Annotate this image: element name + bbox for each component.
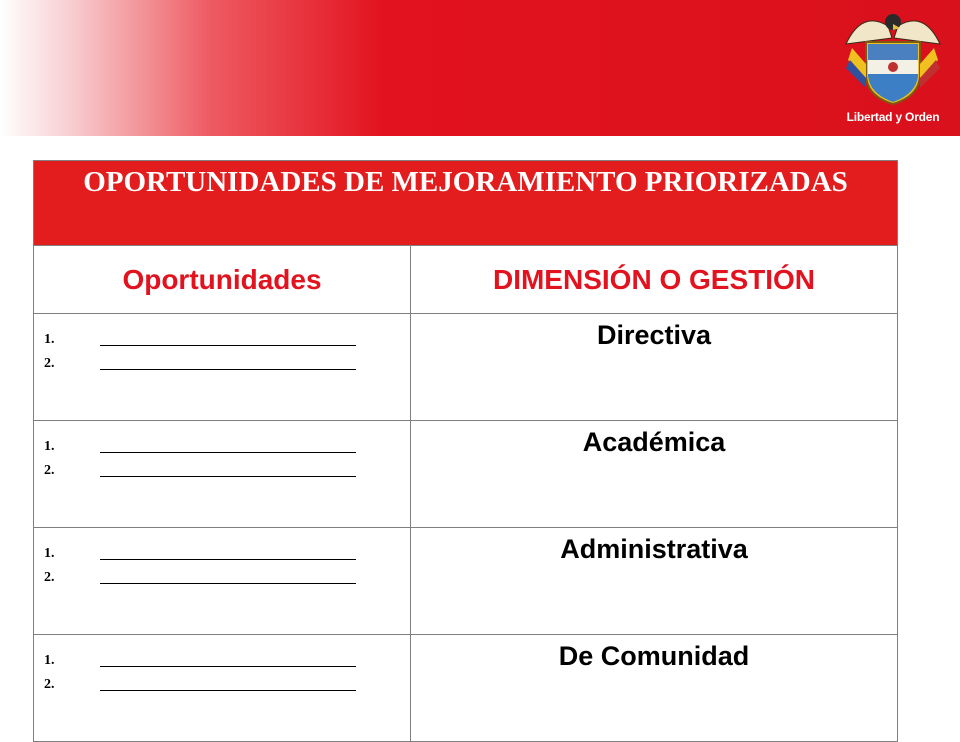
opportunity-list <box>34 421 411 528</box>
priorities-table <box>33 160 898 742</box>
table-row <box>34 314 898 421</box>
list-item: 1. <box>44 649 410 673</box>
list-item: 2. <box>44 459 410 483</box>
column-header-opportunities: Oportunidades <box>34 246 411 314</box>
list-item: 1. <box>44 542 410 566</box>
opportunity-list <box>34 528 411 635</box>
blank-line <box>100 357 356 370</box>
opportunity-list <box>34 635 411 742</box>
list-item: 1. <box>44 435 410 459</box>
coat-of-arms-logo <box>832 4 954 132</box>
table-row <box>34 528 898 635</box>
dimension-administrativa: Administrativa <box>411 528 898 635</box>
blank-line <box>100 464 356 477</box>
blank-line <box>100 333 356 346</box>
coat-of-arms-icon <box>832 4 954 108</box>
blank-line <box>100 440 356 453</box>
column-header-dimension: DIMENSIÓN O GESTIÓN <box>411 246 898 314</box>
blank-line <box>100 678 356 691</box>
blank-line <box>100 571 356 584</box>
list-item: 2. <box>44 352 410 376</box>
dimension-academica: Académica <box>411 421 898 528</box>
dimension-directiva: Directiva <box>411 314 898 421</box>
table-row <box>34 421 898 528</box>
list-item: 1. <box>44 328 410 352</box>
header-banner <box>0 0 960 136</box>
opportunity-list <box>34 314 411 421</box>
table-row <box>34 635 898 742</box>
list-item: 2. <box>44 566 410 590</box>
logo-caption: Libertad y Orden <box>846 110 940 124</box>
list-item: 2. <box>44 673 410 697</box>
blank-line <box>100 547 356 560</box>
blank-line <box>100 654 356 667</box>
table-title: OPORTUNIDADES DE MEJORAMIENTO PRIORIZADAS <box>34 161 898 246</box>
dimension-de-comunidad: De Comunidad <box>411 635 898 742</box>
